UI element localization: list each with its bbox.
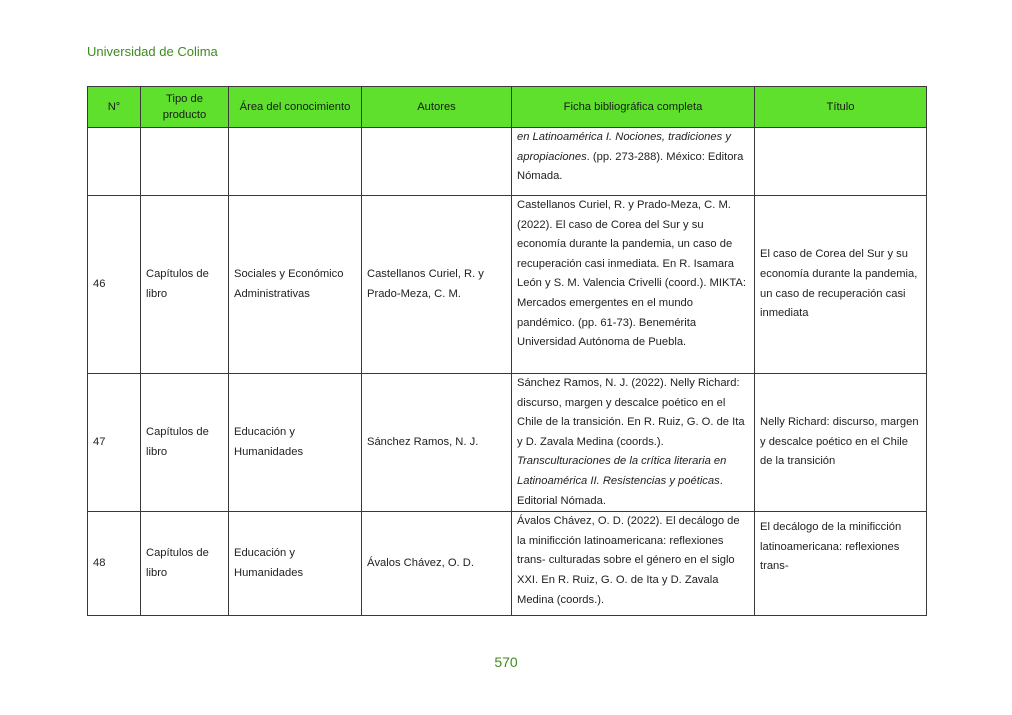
column-header-titulo: Título bbox=[755, 87, 927, 128]
cell-ficha bbox=[512, 128, 755, 196]
table-row bbox=[88, 128, 927, 196]
cell-num: 48 bbox=[88, 512, 141, 616]
cell-titulo: El decálogo de la minificción latinoamericana: reflexiones trans- bbox=[755, 512, 927, 616]
cell-ficha bbox=[512, 512, 755, 616]
column-header-autores: Autores bbox=[362, 87, 512, 128]
ficha-italic-title: en Latinoamérica I. Nociones, tradiciones y apropiaciones bbox=[517, 131, 731, 163]
column-header-ficha: Ficha bibliográfica completa bbox=[512, 87, 755, 128]
cell-tipo: Capítulos de libro bbox=[141, 196, 229, 374]
ficha-text-tail: . (pp. 273-288). México: Editora Nómada. bbox=[517, 150, 744, 183]
institution-name: Universidad de Colima bbox=[87, 44, 218, 59]
cell-num: 47 bbox=[88, 374, 141, 512]
ficha-text: Castellanos Curiel, R. y Prado-Meza, C. M. (2022). El caso de Corea del Sur y su economía durante la pandemia, un caso de recuperación casi inmediata. En R. Isamara León y S. M. Valencia Crivelli (coord.). MIKTA: Mercados emergentes en el mundo pandémico. (pp. 61-73). Benemérita Universidad Autónoma de Puebla. bbox=[517, 199, 746, 349]
cell-tipo: Capítulos de libro bbox=[141, 374, 229, 512]
column-header-area: Área del conocimiento bbox=[229, 87, 362, 128]
cell-ficha bbox=[512, 196, 755, 374]
cell-ficha bbox=[512, 374, 755, 512]
ficha-text-tail: . Editorial Nómada. bbox=[517, 474, 723, 507]
cell-num: 46 bbox=[88, 196, 141, 374]
cell-area: Educación y Humanidades bbox=[229, 374, 362, 512]
cell-titulo: Nelly Richard: discurso, margen y descalce poético en el Chile de la transición bbox=[755, 374, 927, 512]
cell-tipo bbox=[141, 128, 229, 196]
cell-autores: Sánchez Ramos, N. J. bbox=[362, 374, 512, 512]
cell-area bbox=[229, 128, 362, 196]
table-row bbox=[88, 512, 927, 616]
cell-autores bbox=[362, 128, 512, 196]
ficha-italic-title: Transculturaciones de la crítica literaria en Latinoamérica II. Resistencias y poéticas bbox=[517, 455, 727, 487]
cell-autores: Ávalos Chávez, O. D. bbox=[362, 512, 512, 616]
ficha-text: Ávalos Chávez, O. D. (2022). El decálogo de la minificción latinoamericana: reflexiones trans- culturadas sobre el género en el siglo XXI. En R. Ruiz, G. O. de Ita y D. Zavala Medina (coords.). bbox=[517, 515, 740, 606]
ficha-text: Sánchez Ramos, N. J. (2022). Nelly Richard: discurso, margen y descalce poético en el Chile de la transición. En R. Ruiz, G. O. de Ita y D. Zavala Medina (coords.). bbox=[517, 377, 745, 448]
table-row bbox=[88, 196, 927, 374]
column-header-num: N° bbox=[88, 87, 141, 128]
cell-titulo bbox=[755, 128, 927, 196]
bibliography-table bbox=[87, 86, 927, 616]
cell-area: Educación y Humanidades bbox=[229, 512, 362, 616]
column-header-tipo: Tipo de producto bbox=[141, 87, 229, 128]
cell-titulo: El caso de Corea del Sur y su economía durante la pandemia, un caso de recuperación casi inmediata bbox=[755, 196, 927, 374]
cell-tipo: Capítulos de libro bbox=[141, 512, 229, 616]
table-header-row bbox=[88, 87, 927, 128]
cell-area: Sociales y Económico Administrativas bbox=[229, 196, 362, 374]
table-row bbox=[88, 374, 927, 512]
page-number: 570 bbox=[494, 654, 518, 670]
cell-autores: Castellanos Curiel, R. y Prado-Meza, C. M. bbox=[362, 196, 512, 374]
cell-num bbox=[88, 128, 141, 196]
